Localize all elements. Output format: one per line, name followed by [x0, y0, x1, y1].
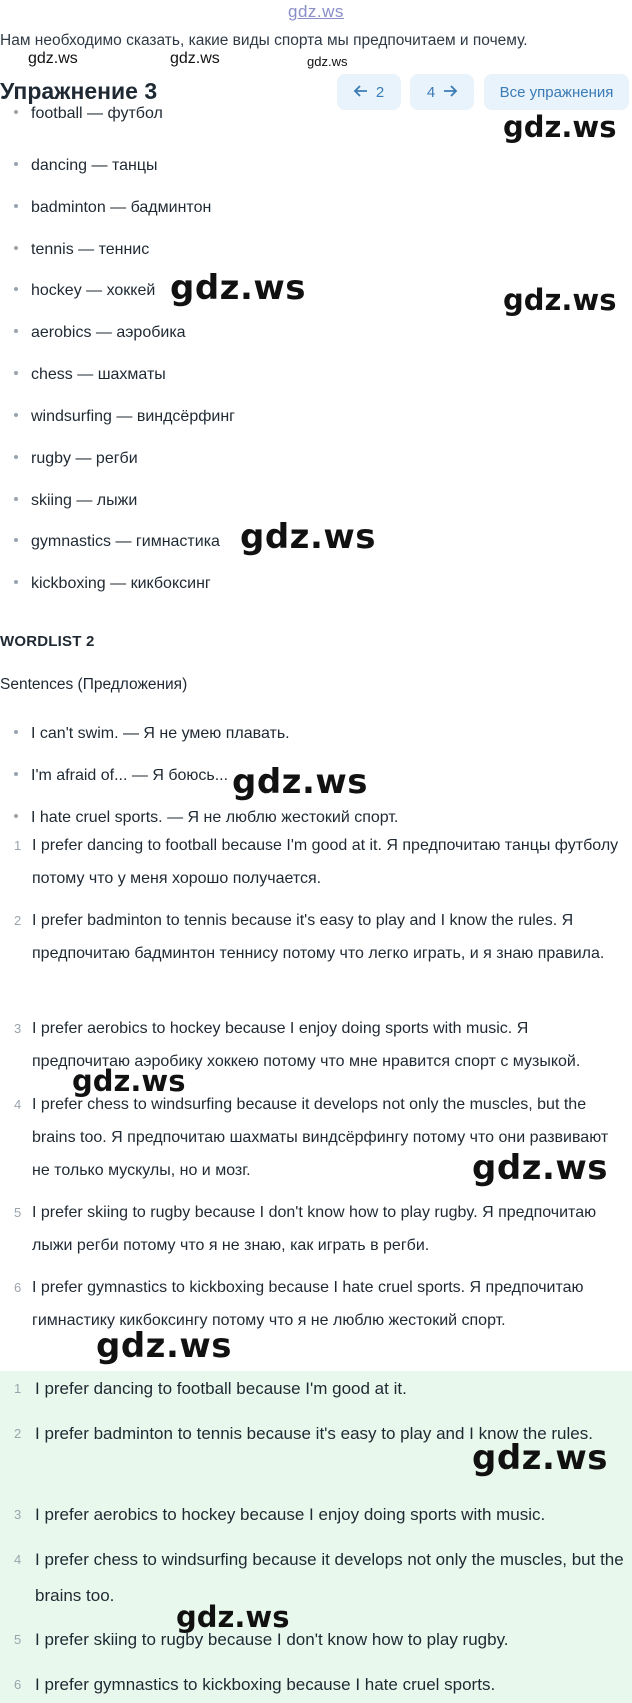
- answer-item: 4 I prefer chess to windsurfing because it develops not only the muscles, but the brains too.: [14, 1550, 624, 1605]
- watermark: gdz.ws: [170, 268, 307, 308]
- list-item: rugby — регби: [14, 450, 138, 468]
- answer-item: 2 I prefer badminton to tennis because it's easy to play and I know the rules.: [14, 1424, 593, 1443]
- list-item: skiing — лыжи: [14, 492, 137, 510]
- intro-text: Нам необходимо сказать, какие виды спорта мы предпочитаем и почему.: [0, 32, 528, 49]
- watermark: gdz.ws: [503, 283, 617, 317]
- answer-item: 6 I prefer gymnastics to kickboxing because I hate cruel sports.: [14, 1675, 496, 1694]
- watermark: gdz.ws: [28, 50, 78, 67]
- watermark: gdz.ws: [96, 1326, 233, 1366]
- watermark: gdz.ws: [176, 1600, 290, 1634]
- arrow-right-icon: [443, 84, 457, 101]
- numbered-item: 2 I prefer badminton to tennis because it's easy to play and I know the rules. Я предпочитаю бадминтон теннису потому что легко играть, и я знаю правила.: [14, 912, 605, 962]
- arrow-left-icon: [354, 84, 368, 101]
- list-item: I can't swim. — Я не умею плавать.: [14, 725, 290, 743]
- watermark: gdz.ws: [240, 517, 377, 557]
- prev-exercise-button[interactable]: [337, 74, 401, 110]
- watermark: gdz.ws: [503, 110, 617, 144]
- numbered-item: 1 I prefer dancing to football because I'm good at it. Я предпочитаю танцы футболу потому что у меня хорошо получается.: [14, 837, 619, 887]
- watermark: gdz.ws: [72, 1064, 186, 1098]
- list-item: chess — шахматы: [14, 366, 166, 384]
- numbered-item: 5 I prefer skiing to rugby because I don't know how to play rugby. Я предпочитаю лыжи регби потому что я не знаю, как играть в регби.: [14, 1204, 597, 1254]
- watermark: gdz.ws: [170, 50, 220, 67]
- prev-exercise-label: 2: [375, 83, 385, 101]
- list-item: football — футбол: [14, 114, 163, 128]
- all-exercises-button[interactable]: [484, 74, 629, 110]
- list-item: badminton — бадминтон: [14, 199, 211, 217]
- watermark: gdz.ws: [472, 1148, 609, 1188]
- watermark: gdz.ws: [472, 1438, 609, 1478]
- list-item: gymnastics — гимнастика: [14, 533, 220, 551]
- numbered-item: 3 I prefer aerobics to hockey because I enjoy doing sports with music. Я предпочитаю аэробику хоккею потому что мне нравится спорт с музыкой.: [14, 1020, 581, 1070]
- next-exercise-label: 4: [426, 83, 436, 101]
- numbered-item: 4 I prefer chess to windsurfing because it develops not only the muscles, but the brains too. Я предпочитаю шахматы виндсёрфингу потому что они развивают не только мускулы, но и мозг.: [14, 1096, 609, 1179]
- wordlist-heading: WORDLIST 2: [0, 633, 95, 650]
- watermark: gdz.ws: [232, 762, 369, 802]
- list-item: aerobics — аэробика: [14, 324, 186, 342]
- all-exercises-label: Все упражнения: [499, 83, 614, 101]
- list-item: kickboxing — кикбоксинг: [14, 575, 211, 593]
- next-exercise-button[interactable]: [410, 74, 474, 110]
- answer-item: 1 I prefer dancing to football because I'm good at it.: [14, 1379, 407, 1398]
- answer-item: 5 I prefer skiing to rugby because I don't know how to play rugby.: [14, 1630, 509, 1649]
- list-item: dancing — танцы: [14, 157, 157, 175]
- list-item: I hate cruel sports. — Я не люблю жестокий спорт.: [14, 809, 398, 827]
- watermark: gdz.ws: [307, 54, 348, 69]
- list-item: tennis — теннис: [14, 241, 149, 259]
- watermark-top: gdz.ws: [288, 2, 344, 21]
- answer-item: 3 I prefer aerobics to hockey because I enjoy doing sports with music.: [14, 1505, 546, 1524]
- page-title: Упражнение 3: [0, 78, 158, 104]
- numbered-item: 6 I prefer gymnastics to kickboxing because I hate cruel sports. Я предпочитаю гимнастику кикбоксингу потому что я не люблю жестокий спорт.: [14, 1279, 584, 1329]
- list-item: hockey — хоккей: [14, 282, 155, 300]
- wordlist-subheading: Sentences (Предложения): [0, 676, 188, 693]
- list-item: windsurfing — виндсёрфинг: [14, 408, 235, 426]
- list-item: I'm afraid of... — Я боюсь...: [14, 767, 228, 785]
